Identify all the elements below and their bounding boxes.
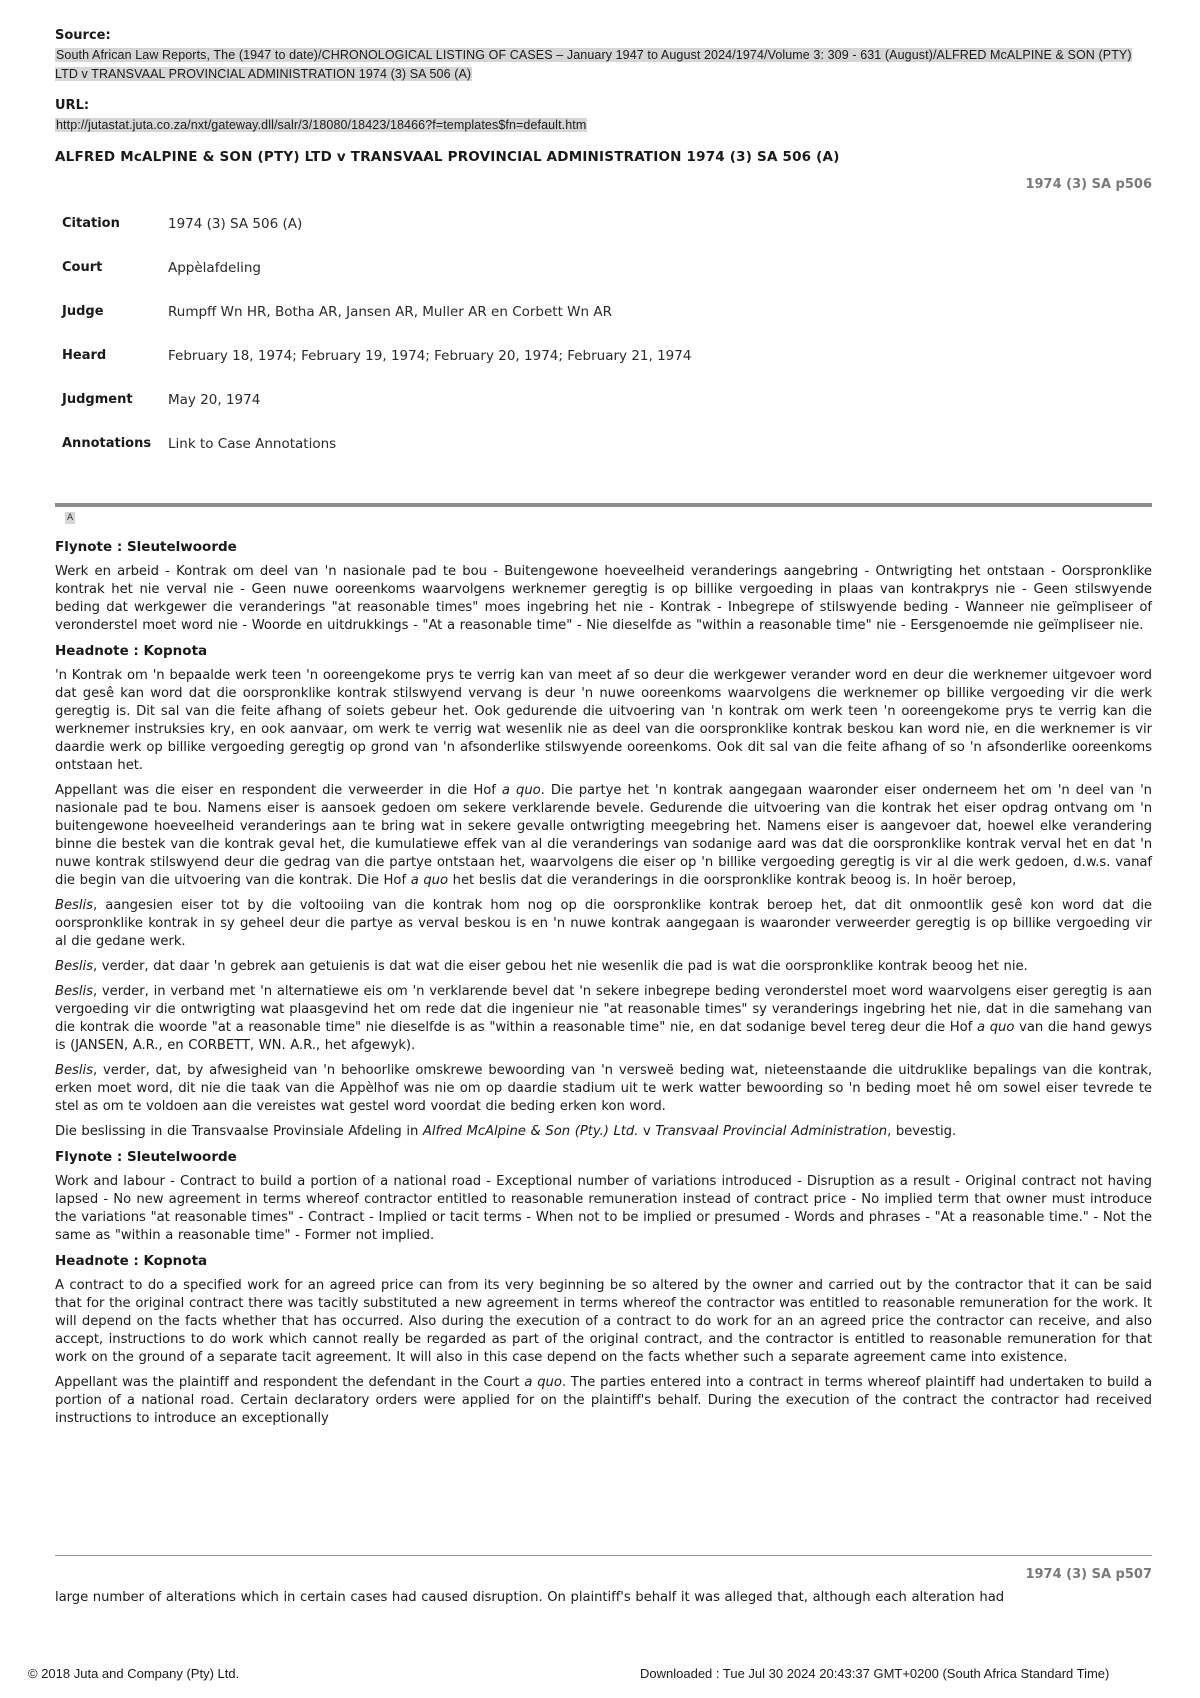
info-key: Judge	[62, 304, 104, 319]
page-break-divider	[55, 1555, 1152, 1556]
headnote-en-p1: A contract to do a specified work for an agreed price can from its very beginning be so altered by the owner and carried out by the contractor that it can be said that for the original contract there was tacitly substituted a new agreement in terms whereof the contractor was entitled to reasonable remuneration for the work. It will depend on the facts whether that has occurred. Also during the execution of a contract to do work for an an agreed price the contractor can receive, and also accept, instructions to do work which cannot really be regarded as part of the original contract, and the contractor is entitled to reasonable remuneration for that work on the ground of a separate tacit agreement. It will also in this case depend on the facts whether such a separate agreement came into existence.	[55, 1278, 1152, 1365]
page-reference: 1974 (3) SA p506	[1025, 177, 1152, 192]
info-value: May 20, 1974	[168, 392, 261, 408]
info-row-judgment	[55, 392, 691, 436]
continued-text: large number of alterations which in certain cases had caused disruption. On plaintiff's behalf it was alleged that, although each alteration had	[55, 1590, 1005, 1605]
headnote-af-p7: Die beslissing in die Transvaalse Provinsiale Afdeling in Alfred McAlpine & Son (Pty.) Ltd. v Transvaal Provincial Administration, bevestig.	[55, 1124, 957, 1139]
page-reference: 1974 (3) SA p507	[1025, 1567, 1152, 1582]
headnote-af-p5: Beslis, verder, in verband met 'n alternatiewe eis om 'n verklarende bevel dat 'n sekere inbegrepe beding veronderstel moet word waarvolgens eiser geregtig is aan vergoeding vir die ontwrigting wat plaasgevind het om rede dat die ingenieur nie "at reasonable times" sy veranderings ingebring het nie, dat in die samehang van die kontrak die woorde "at a reasonable time" nie dieselfde is as "within a reasonable time" nie, en dat sodanige bevel tereg deur die Hof a quo van die hand gewys is (JANSEN, A.R., en CORBETT, WN. A.R., het afgewyk).	[55, 984, 1152, 1053]
info-row-citation	[55, 216, 691, 260]
judgment-body	[55, 538, 1152, 1435]
flynote-en-heading: Flynote : Sleutelwoorde	[55, 1149, 237, 1165]
headnote-af-p3: Beslis, aangesien eiser tot by die voltooiing van die kontrak hom nog op die oorspronklike kontrak beroep het, dat dit onmoontlik gesê kon word dat die oorspronklike kontrak in sy geheel deur die partye as verval beskou is en 'n nuwe kontrak aangegaan is waaronder verweerder geregtig is op billike vergoeding vir al die gedane werk.	[55, 898, 1152, 949]
info-key: Court	[62, 260, 103, 275]
info-value: Rumpff Wn HR, Botha AR, Jansen AR, Muller AR en Corbett Wn AR	[168, 304, 612, 320]
info-value: Appèlafdeling	[168, 260, 261, 276]
source-block	[55, 28, 1152, 82]
info-row-judge	[55, 304, 691, 348]
info-key: Citation	[62, 216, 120, 231]
info-value: February 18, 1974; February 19, 1974; February 20, 1974; February 21, 1974	[168, 348, 692, 364]
info-row-court	[55, 260, 691, 304]
headnote-af-heading: Headnote : Kopnota	[55, 643, 208, 659]
headnote-en-heading: Headnote : Kopnota	[55, 1253, 208, 1269]
headnote-af-p6: Beslis, verder, dat, by afwesigheid van 'n behoorlike omskrewe bewoording van 'n versweë beding wat, nieteenstaande die uitdruklike bepalings van die kontrak, erken moet word, dit nie die taak van die Appèlhof was nie om op daardie stadium uit te werk watter bewoording so 'n beding moet hê om sowel eiser tevrede te stel as om te voldoen aan die vereistes wat gestel word voordat die beding erken kon word.	[55, 1063, 1152, 1114]
url-label: URL:	[55, 98, 90, 113]
margin-anchor-a: A	[67, 513, 74, 523]
case-info-table	[55, 216, 691, 480]
footer-downloaded: Downloaded : Tue Jul 30 2024 20:43:37 GMT+0200 (South Africa Standard Time)	[640, 1666, 1110, 1681]
source-label: Source:	[55, 28, 111, 43]
source-text[interactable]: South African Law Reports, The (1947 to date)/CHRONOLOGICAL LISTING OF CASES – January 1947 to August 2024/1974/Volume 3: 309 - 631 (August)/ALFRED McALPINE & SON (PTY) LTD v TRANSVAAL PROVINCIAL ADMINISTRATION 1974 (3) SA 506 (A)	[55, 48, 1132, 81]
headnote-en-p2: Appellant was the plaintiff and respondent the defendant in the Court a quo. The parties entered into a contract in terms whereof plaintiff had undertaken to build a portion of a national road. Certain declaratory orders were applied for on the plaintiff's behalf. During the execution of the contract the contractor had received instructions to introduce an exceptionally	[55, 1375, 1152, 1426]
info-key: Annotations	[62, 436, 152, 451]
footer-copyright: © 2018 Juta and Company (Pty) Ltd.	[28, 1666, 240, 1681]
info-value: 1974 (3) SA 506 (A)	[168, 216, 303, 232]
headnote-af-p2: Appellant was die eiser en respondent die verweerder in die Hof a quo. Die partye het 'n kontrak aangegaan waaronder eiser onderneem het om 'n deel van 'n nasionale pad te bou. Namens eiser is aansoek gedoen om sekere verklarende bevele. Gedurende die uitvoering van die kontrak het eiser opdrag ontvang om 'n buitengewone hoeveelheid veranderings aan te bring wat in sekere gevalle ontwrigting meegebring het. Namens eiser is aangevoer dat, hoewel elke verandering binne die bestek van die kontrak geval het, die kumulatiewe effek van al die veranderings van sodanige aard was dat die oorspronklike kontrak verval het en dat 'n nuwe kontrak stilswyend deur die gedrag van die partye ontstaan het, waarvolgens die eiser op 'n billike vergoeding geregtig is vir al die werk gedoen, d.w.s. vanaf die begin van die uitvoering van die kontrak. Die Hof a quo het beslis dat die veranderings in die oorspronklike kontrak beoog is. In hoër beroep,	[55, 783, 1152, 888]
flynote-af-text: Werk en arbeid - Kontrak om deel van 'n nasionale pad te bou - Buitengewone hoeveelheid veranderings aangebring - Ontwrigting het ontstaan - Oorspronklike kontrak het nie verval nie - Geen nuwe ooreenkoms waarvolgens werknemer geregtig is op billike vergoeding in plaas van kontrakprys nie - Geen stilswyende beding dat werkgewer die veranderings "at reasonable times" moes ingebring het nie - Kontrak - Inbegrepe of stilswyende beding - Wanneer nie geïmpliseer of veronderstel moet word nie - Woorde en uitdrukkings - "At a reasonable time" - Nie dieselfde as "within a reasonable time" nie - Eersgenoemde nie geïmpliseer nie.	[55, 564, 1152, 633]
annotations-link[interactable]: Link to Case Annotations	[168, 436, 337, 452]
headnote-af-p1: 'n Kontrak om 'n bepaalde werk teen 'n ooreengekome prys te verrig kan van meet af so deur die werkgewer verander word en deur die werknemer uitgevoer word dat gesê kan word dat die oorspronklike kontrak stilswyend vervang is deur 'n nuwe ooreenkoms waarvolgens die werknemer op billike vergoeding vir die werk geregtig is. Dit sal van die feite afhang of soiets gebeur het. Ook gedurende die uitvoering van 'n kontrak om werk teen 'n ooreengekome prys te verrig kan die werknemer instruksies kry, en ook aanvaar, om werk te verrig wat wesenlik nie as deel van die oorspronklike kontrak beskou kan word nie, en die werknemer is vir daardie werk op billike vergoeding geregtig op grond van 'n afsonderlike stilswyende ooreenkoms. Ook dit sal van die feite afhang of so 'n afsonderlike ooreenkoms ontstaan het.	[55, 668, 1152, 773]
info-row-annotations	[55, 436, 691, 480]
judgment-body-continued	[55, 1589, 1152, 1614]
flynote-af-heading: Flynote : Sleutelwoorde	[55, 539, 237, 555]
headnote-af-p4: Beslis, verder, dat daar 'n gebrek aan getuienis is dat wat die eiser gebou het nie wesenlik die pad is wat die oorspronklike kontrak beoog het nie.	[55, 959, 1028, 974]
info-key: Heard	[62, 348, 107, 363]
case-title: ALFRED McALPINE & SON (PTY) LTD v TRANSVAAL PROVINCIAL ADMINISTRATION 1974 (3) SA 506 (A)	[55, 149, 840, 165]
flynote-en-text: Work and labour - Contract to build a portion of a national road - Exceptional number of variations introduced - Disruption as a result - Original contract not having lapsed - No new agreement in terms whereof contractor entitled to reasonable remuneration instead of contract price - No implied term that owner must introduce the variations "at reasonable times" - Contract - Implied or tacit terms - When not to be implied or presumed - Words and phrases - "At a reasonable time." - Not the same as "within a reasonable time" - Former not implied.	[55, 1174, 1152, 1243]
url-block	[55, 98, 1152, 133]
section-divider	[55, 503, 1152, 507]
info-row-heard	[55, 348, 691, 392]
info-key: Judgment	[62, 392, 133, 407]
url-link[interactable]: http://jutastat.juta.co.za/nxt/gateway.dll/salr/3/18080/18423/18466?f=templates$fn=default.htm	[56, 118, 587, 132]
